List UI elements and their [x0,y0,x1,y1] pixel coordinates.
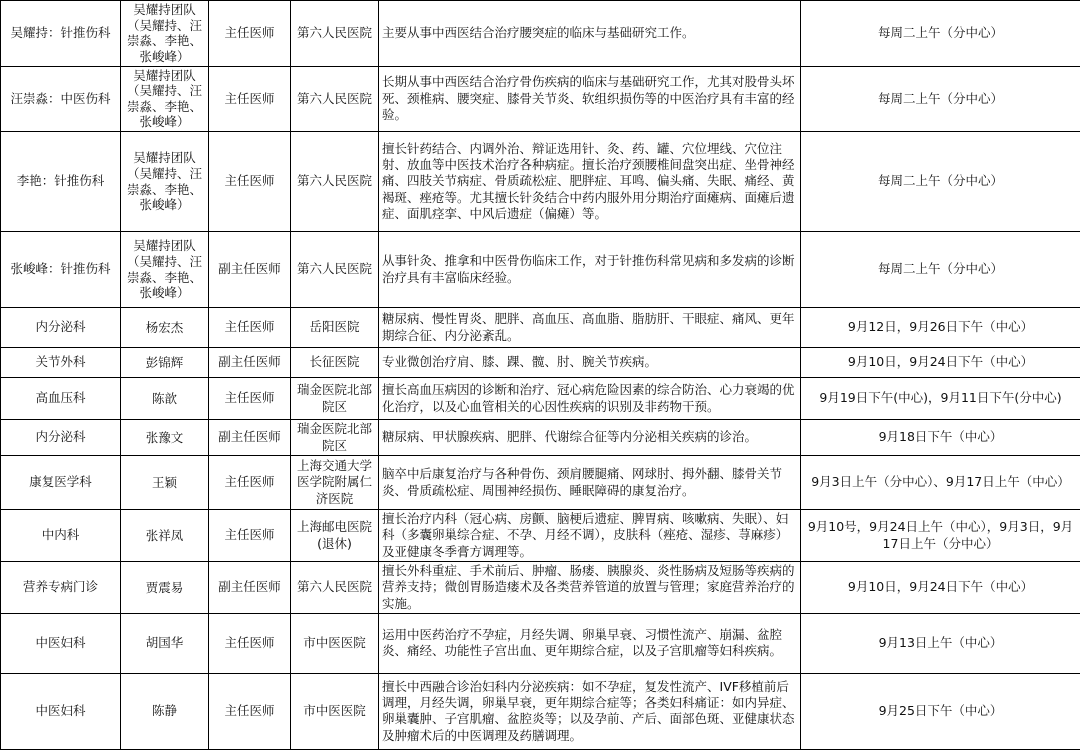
table-row [1,562,1080,614]
department-cell: 营养专病门诊 [1,562,121,614]
hospital-cell: 第六人民医院 [291,232,379,308]
clinic-time-cell: 9月3日上午（分中心）、9月17日上午（中心） [801,456,1080,510]
hospital-cell: 长征医院 [291,348,379,378]
expert-cell: 吴耀持团队（吴耀持、汪崇淼、李艳、张峻峰） [121,66,209,132]
department-cell: 中医妇科 [1,613,121,673]
hospital-cell: 瑞金医院北部院区 [291,420,379,456]
department-cell: 内分泌科 [1,420,121,456]
clinic-time-cell: 9月10号，9月24日上午（中心），9月3日，9月17日上午（分中心） [801,510,1080,562]
expert-cell: 吴耀持团队（吴耀持、汪崇淼、李艳、张峻峰） [121,132,209,232]
expert-cell: 陈歆 [121,378,209,420]
department-cell: 中医妇科 [1,673,121,749]
hospital-cell: 上海交通大学医学院附属仁济医院 [291,456,379,510]
hospital-cell: 第六人民医院 [291,66,379,132]
table-body [1,1,1080,750]
expert-cell: 贾震易 [121,562,209,614]
clinic-time-cell: 每周二上午（分中心） [801,232,1080,308]
table-row [1,510,1080,562]
hospital-cell: 市中医医院 [291,613,379,673]
title-cell: 主任医师 [209,308,291,348]
title-cell: 主任医师 [209,673,291,749]
expert-cell: 彭锦辉 [121,348,209,378]
specialty-cell: 专业微创治疗肩、膝、踝、髋、肘、腕关节疾病。 [379,348,801,378]
title-cell: 主任医师 [209,378,291,420]
table-row [1,232,1080,308]
table-row [1,1,1080,67]
department-cell: 汪崇淼：中医伤科 [1,66,121,132]
specialty-cell: 擅长治疗内科（冠心病、房颤、脑梗后遗症、脾胃病、咳嗽病、失眠）、妇科（多囊卵巢综合症、不孕、月经不调），皮肤科（痤疮、湿疹、荨麻疹）及亚健康冬季膏方调理等。 [379,510,801,562]
department-cell: 内分泌科 [1,308,121,348]
clinic-time-cell: 9月10日，9月24日下午（中心） [801,348,1080,378]
hospital-cell: 市中医医院 [291,673,379,749]
clinic-time-cell: 9月10日，9月24日下午（中心） [801,562,1080,614]
specialty-cell: 脑卒中后康复治疗与各种骨伤、颈肩腰腿痛、网球肘、拇外翻、膝骨关节炎、骨质疏松症、周围神经损伤、睡眠障碍的康复治疗。 [379,456,801,510]
department-cell: 吴耀持：针推伤科 [1,1,121,67]
title-cell: 主任医师 [209,1,291,67]
table-row [1,308,1080,348]
specialty-cell: 擅长中西融合诊治妇科内分泌疾病：如不孕症，复发性流产、IVF移植前后调理，月经失调，卵巢早衰，更年期综合症等；各类妇科痛证：如内异症、卵巢囊肿、子宫肌瘤、盆腔炎等；以及孕前、产后、面部色斑、亚健康状态及肿瘤术后的中医调理及药膳调理。 [379,673,801,749]
expert-cell: 王颖 [121,456,209,510]
specialty-cell: 从事针灸、推拿和中医骨伤临床工作，对于针推伤科常见病和多发病的诊断治疗具有丰富临床经验。 [379,232,801,308]
specialty-cell: 擅长高血压病因的诊断和治疗、冠心病危险因素的综合防治、心力衰竭的优化治疗，以及心血管相关的心因性疾病的识别及非药物干预。 [379,378,801,420]
table-row [1,673,1080,749]
clinic-time-cell: 每周二上午（分中心） [801,1,1080,67]
expert-cell: 杨宏杰 [121,308,209,348]
table-row [1,348,1080,378]
specialty-cell: 糖尿病、慢性胃炎、肥胖、高血压、高血脂、脂肪肝、干眼症、痛风、更年期综合征、内分泌紊乱。 [379,308,801,348]
title-cell: 副主任医师 [209,348,291,378]
hospital-cell: 上海邮电医院(退休) [291,510,379,562]
title-cell: 主任医师 [209,132,291,232]
expert-cell: 吴耀持团队（吴耀持、汪崇淼、李艳、张峻峰） [121,1,209,67]
clinic-time-cell: 9月19日下午(中心)，9月11日下午(分中心) [801,378,1080,420]
department-cell: 李艳：针推伤科 [1,132,121,232]
specialty-cell: 擅长针药结合、内调外治、辩证选用针、灸、药、罐、穴位埋线、穴位注射、放血等中医技术治疗各种病症。擅长治疗颈腰椎间盘突出症、坐骨神经痛、四肢关节病症、骨质疏松症、肥胖症、耳鸣、偏头痛、失眠、痛经、黄褐斑、痤疮等。尤其擅长针灸结合中药内服外用分期治疗面瘫病、面瘫后遗症、面肌痉挛、中风后遗症（偏瘫）等。 [379,132,801,232]
expert-cell: 张豫文 [121,420,209,456]
title-cell: 主任医师 [209,456,291,510]
department-cell: 关节外科 [1,348,121,378]
table-row [1,613,1080,673]
title-cell: 主任医师 [209,613,291,673]
specialty-cell: 糖尿病、甲状腺疾病、肥胖、代谢综合征等内分泌相关疾病的诊治。 [379,420,801,456]
hospital-cell: 第六人民医院 [291,1,379,67]
clinic-time-cell: 9月12日，9月26日下午（中心） [801,308,1080,348]
hospital-cell: 瑞金医院北部院区 [291,378,379,420]
hospital-cell: 岳阳医院 [291,308,379,348]
title-cell: 主任医师 [209,66,291,132]
department-cell: 中内科 [1,510,121,562]
table-row [1,456,1080,510]
title-cell: 副主任医师 [209,420,291,456]
clinic-time-cell: 9月18日下午（中心） [801,420,1080,456]
department-cell: 张峻峰：针推伤科 [1,232,121,308]
expert-cell: 胡国华 [121,613,209,673]
department-cell: 高血压科 [1,378,121,420]
hospital-cell: 第六人民医院 [291,132,379,232]
specialty-cell: 主要从事中西医结合治疗腰突症的临床与基础研究工作。 [379,1,801,67]
table-row [1,66,1080,132]
specialty-cell: 运用中医药治疗不孕症，月经失调、卵巢早衰、习惯性流产、崩漏、盆腔炎、痛经、功能性子宫出血、更年期综合症，以及子宫肌瘤等妇科疾病。 [379,613,801,673]
table-row [1,378,1080,420]
clinic-time-cell: 9月25日下午（中心） [801,673,1080,749]
expert-cell: 陈静 [121,673,209,749]
expert-cell: 吴耀持团队（吴耀持、汪崇淼、李艳、张峻峰） [121,232,209,308]
clinic-time-cell: 9月13日上午（中心） [801,613,1080,673]
hospital-cell: 第六人民医院 [291,562,379,614]
specialty-cell: 擅长外科重症、手术前后、肿瘤、肠瘘、胰腺炎、炎性肠病及短肠等疾病的营养支持；微创胃肠造瘘术及各类营养管道的放置与管理；家庭营养治疗的实施。 [379,562,801,614]
expert-cell: 张祥凤 [121,510,209,562]
title-cell: 主任医师 [209,510,291,562]
title-cell: 副主任医师 [209,232,291,308]
clinic-time-cell: 每周二上午（分中心） [801,66,1080,132]
table-row [1,132,1080,232]
table-row [1,420,1080,456]
specialty-cell: 长期从事中西医结合治疗骨伤疾病的临床与基础研究工作，尤其对股骨头坏死、颈椎病、腰突症、膝骨关节炎、软组织损伤等的中医治疗具有丰富的经验。 [379,66,801,132]
department-cell: 康复医学科 [1,456,121,510]
clinic-time-cell: 每周二上午（分中心） [801,132,1080,232]
title-cell: 副主任医师 [209,562,291,614]
